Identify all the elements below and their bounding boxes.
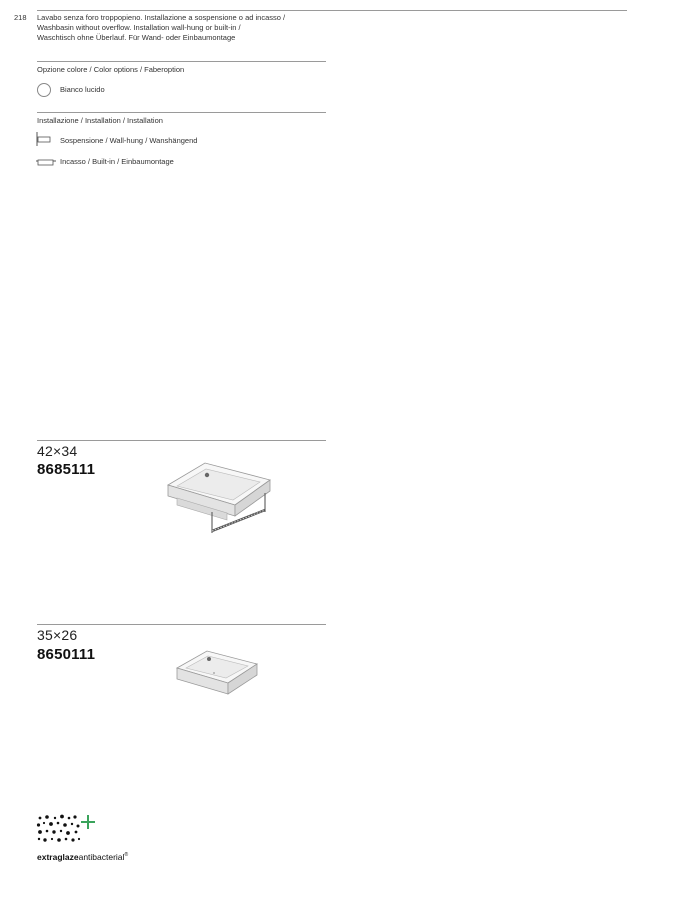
brand-light: antibacterial: [78, 852, 125, 862]
color-label-bianco-lucido: Bianco lucido: [60, 85, 105, 94]
product-2-code: 8650111: [37, 646, 96, 663]
page-number: 218: [14, 13, 27, 22]
top-rule: [37, 10, 627, 11]
product-description: [37, 13, 327, 44]
product-2-rule: [37, 624, 326, 625]
description-line-de: Waschtisch ohne Überlauf. Für Wand- oder Einbaumontage: [37, 33, 236, 43]
installation-title: Installazione / Installation / Installation: [37, 116, 163, 125]
product-2-image: [174, 648, 260, 700]
installation-label-built-in: Incasso / Built-in / Einbaumontage: [60, 157, 174, 166]
product-1-size: 42×34: [37, 443, 78, 459]
plus-icon: [80, 814, 96, 830]
brand-wordmark: [37, 852, 128, 862]
brand-bold: extraglaze: [37, 852, 79, 862]
color-options-title: Opzione colore / Color options / Faberoption: [37, 65, 185, 74]
color-section-rule: [37, 61, 326, 62]
color-swatch-white: [37, 83, 51, 97]
installation-label-wall-hung: Sospensione / Wall-hung / Wanshängend: [60, 136, 198, 145]
wall-hung-icon: [36, 132, 52, 146]
product-1-image: [165, 460, 275, 536]
brand-registered-mark: ®: [124, 852, 129, 859]
product-2-size: 35×26: [37, 627, 78, 643]
description-line-en: Washbasin without overflow. Installation wall-hung or built-in /: [37, 23, 241, 33]
description-line-it: Lavabo senza foro troppopieno. Installazione a sospensione o ad incasso /: [37, 13, 286, 22]
built-in-icon: [36, 155, 56, 165]
product-1-rule: [37, 440, 326, 441]
product-1-code: 8685111: [37, 461, 96, 478]
installation-section-rule: [37, 112, 326, 113]
